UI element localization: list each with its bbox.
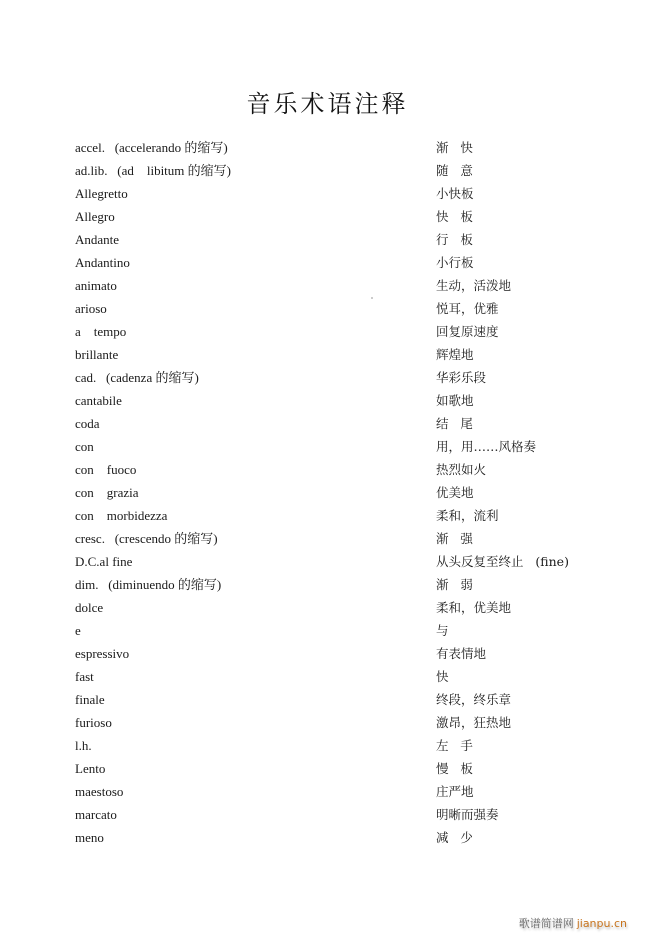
term: cantabile (75, 393, 122, 408)
meaning: 用，用……风格奏 (436, 439, 537, 454)
glossary-row (0, 642, 655, 665)
meaning: 柔和，优美地 (436, 600, 512, 615)
glossary-row (0, 596, 655, 619)
meaning: 终段，终乐章 (436, 692, 512, 707)
term: Allegretto (75, 186, 128, 201)
glossary-row (0, 274, 655, 297)
term: cad. (cadenza 的缩写) (75, 370, 199, 385)
meaning: 减 少 (436, 830, 473, 845)
meaning: 渐 弱 (436, 577, 473, 592)
term: dolce (75, 600, 104, 615)
term: l.h. (75, 738, 92, 753)
meaning: 悦耳，优雅 (436, 301, 499, 316)
glossary-row (0, 251, 655, 274)
glossary-row (0, 757, 655, 780)
glossary-row (0, 182, 655, 205)
meaning: 生动，活泼地 (436, 278, 512, 293)
meaning: 行 板 (436, 232, 473, 247)
term: fast (75, 669, 94, 684)
meaning: 从头反复至终止 (fine) (436, 554, 569, 569)
glossary-row (0, 297, 655, 320)
term: accel. (accelerando 的缩写) (75, 140, 228, 155)
term: con fuoco (75, 462, 137, 477)
meaning: 明晰而强奏 (436, 807, 499, 822)
term: Lento (75, 761, 106, 776)
meaning: 渐 快 (436, 140, 473, 155)
glossary-row (0, 573, 655, 596)
glossary-row (0, 458, 655, 481)
glossary-row (0, 320, 655, 343)
glossary-row (0, 205, 655, 228)
meaning: 慢 板 (436, 761, 473, 776)
glossary-row (0, 435, 655, 458)
meaning: 优美地 (436, 485, 474, 500)
meaning: 庄严地 (436, 784, 474, 799)
meaning: 渐 强 (436, 531, 473, 546)
glossary-row (0, 504, 655, 527)
meaning: 快 板 (436, 209, 473, 224)
term: arioso (75, 301, 107, 316)
page-title: 音乐术语注释 (246, 90, 409, 118)
term: con morbidezza (75, 508, 168, 523)
term: meno (75, 830, 104, 845)
glossary-row (0, 481, 655, 504)
glossary-row (0, 619, 655, 642)
scan-speck (371, 297, 373, 299)
term: coda (75, 416, 100, 431)
term: con (75, 439, 94, 454)
watermark (519, 915, 627, 931)
term: finale (75, 692, 105, 707)
glossary-row (0, 780, 655, 803)
term: espressivo (75, 646, 130, 661)
glossary-list (0, 136, 655, 849)
term: Allegro (75, 209, 115, 224)
term: marcato (75, 807, 117, 822)
meaning: 左 手 (436, 738, 473, 753)
meaning: 结 尾 (436, 416, 473, 431)
glossary-row (0, 412, 655, 435)
glossary-row (0, 527, 655, 550)
term: ad.lib. (ad libitum 的缩写) (75, 163, 231, 178)
term: furioso (75, 715, 112, 730)
meaning: 快 (436, 669, 449, 684)
glossary-row (0, 228, 655, 251)
term: D.C.al fine (75, 554, 133, 569)
term: a tempo (75, 324, 127, 339)
term: dim. (diminuendo 的缩写) (75, 577, 222, 592)
meaning: 如歌地 (436, 393, 474, 408)
meaning: 有表情地 (436, 646, 487, 661)
term: cresc. (crescendo 的缩写) (75, 531, 218, 546)
meaning: 小行板 (436, 255, 474, 270)
glossary-row (0, 389, 655, 412)
glossary-row (0, 665, 655, 688)
glossary-row (0, 688, 655, 711)
meaning: 回复原速度 (436, 324, 499, 339)
glossary-row (0, 136, 655, 159)
watermark-site: jianpu.cn (576, 917, 627, 930)
term: e (75, 623, 81, 638)
glossary-row (0, 734, 655, 757)
meaning: 小快板 (436, 186, 474, 201)
glossary-row (0, 826, 655, 849)
term: Andante (75, 232, 120, 247)
meaning: 华彩乐段 (436, 370, 487, 385)
glossary-row (0, 343, 655, 366)
meaning: 热烈如火 (436, 462, 487, 477)
glossary-row (0, 366, 655, 389)
glossary-row (0, 159, 655, 182)
meaning: 辉煌地 (436, 347, 474, 362)
term: con grazia (75, 485, 139, 500)
meaning: 随 意 (436, 163, 473, 178)
meaning: 柔和，流利 (436, 508, 499, 523)
term: maestoso (75, 784, 124, 799)
term: animato (75, 278, 117, 293)
glossary-row (0, 550, 655, 573)
meaning: 激昂，狂热地 (436, 715, 512, 730)
meaning: 与 (436, 623, 449, 638)
glossary-row (0, 803, 655, 826)
glossary-row (0, 711, 655, 734)
watermark-name: 歌谱简谱网 (518, 917, 574, 930)
term: Andantino (75, 255, 130, 270)
term: brillante (75, 347, 119, 362)
